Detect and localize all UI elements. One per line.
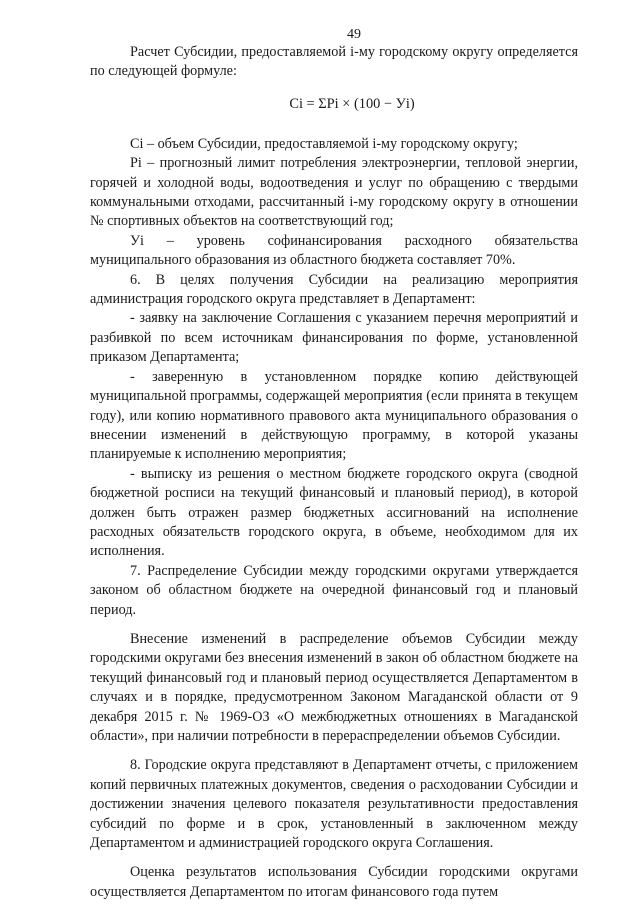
subsidy-formula: Ci = ΣPi × (100 − Уi) — [289, 95, 415, 112]
paragraph-section-7: 7. Распределение Субсидии между городскими округами утверждается законом об областном бюджете на очередной финансовый год и плановый период. — [90, 562, 578, 618]
paragraph-formula-intro: Расчет Субсидии, предоставляемой i-му городскому округу определяется по следующей формуле: — [90, 44, 578, 80]
list-item-budget-extract: - выписку из решения о местном бюджете городского округа (сводной бюджетной росписи на текущий финансовый и плановый период), в которой должен быть отражен размер бюджетных ассигнований на исполнение расходных обязательств городского округа, в объеме, необходимом для их исполнения. — [90, 465, 578, 560]
paragraph-evaluation: Оценка результатов использования Субсидии городскими округами осуществляется Департаментом по итогам финансового года путем — [90, 864, 578, 900]
list-item-program-copy: - заверенную в установленном порядке копию действующей муниципальной программы, содержащей мероприятия (если принята в текущем году), или копию нормативного правового акта муниципального образования о внесении изменений в действующую программу, в которой указаны планируемые к исполнению мероприятия; — [90, 368, 578, 463]
paragraph-section-8: 8. Городские округа представляют в Департамент отчеты, с приложением копий первичных платежных документов, сведения о расходовании Субсидии и достижении значения целевого показателя результативности предоставления субсидий по форме и в срок, установленный в заключенном между Департаментом и администрацией городского округа Соглашения. — [90, 757, 578, 852]
list-item-agreement-request: - заявку на заключение Соглашения с указанием перечня мероприятий и разбивкой по всем источникам финансирования по форме, установленной приказом Департамента; — [90, 310, 578, 366]
paragraph-section-6: 6. В целях получения Субсидии на реализацию мероприятия администрация городского округа представляет в Департамент: — [90, 271, 578, 308]
page-number: 49 — [347, 27, 361, 42]
paragraph-ci-definition: Ci – объем Субсидии, предоставляемой i-му городскому округу; — [130, 135, 518, 152]
paragraph-pi-definition: Pi – прогнозный лимит потребления электроэнергии, тепловой энергии, горячей и холодной воды, водоотведения и услуг по обращению с твердыми коммунальными отходами, рассчитанный i-му городскому округу в отношении № спортивных объектов на соответствующий год; — [90, 155, 578, 230]
paragraph-distribution-changes: Внесение изменений в распределение объемов Субсидии между городскими округами без внесения изменений в закон об областном бюджете на текущий финансовый год и плановый период осуществляется Департаментом в случаях и в порядке, предусмотренном Законом Магаданской области от 9 декабря 2015 г. № 1969-ОЗ «О межбюджетных отношениях в Магаданской области», при наличии потребности в перераспределении объемов Субсидии. — [90, 630, 578, 744]
paragraph-yi-definition: Уi – уровень софинансирования расходного обязательства муниципального образования из областного бюджета составляет 70%. — [90, 232, 578, 269]
